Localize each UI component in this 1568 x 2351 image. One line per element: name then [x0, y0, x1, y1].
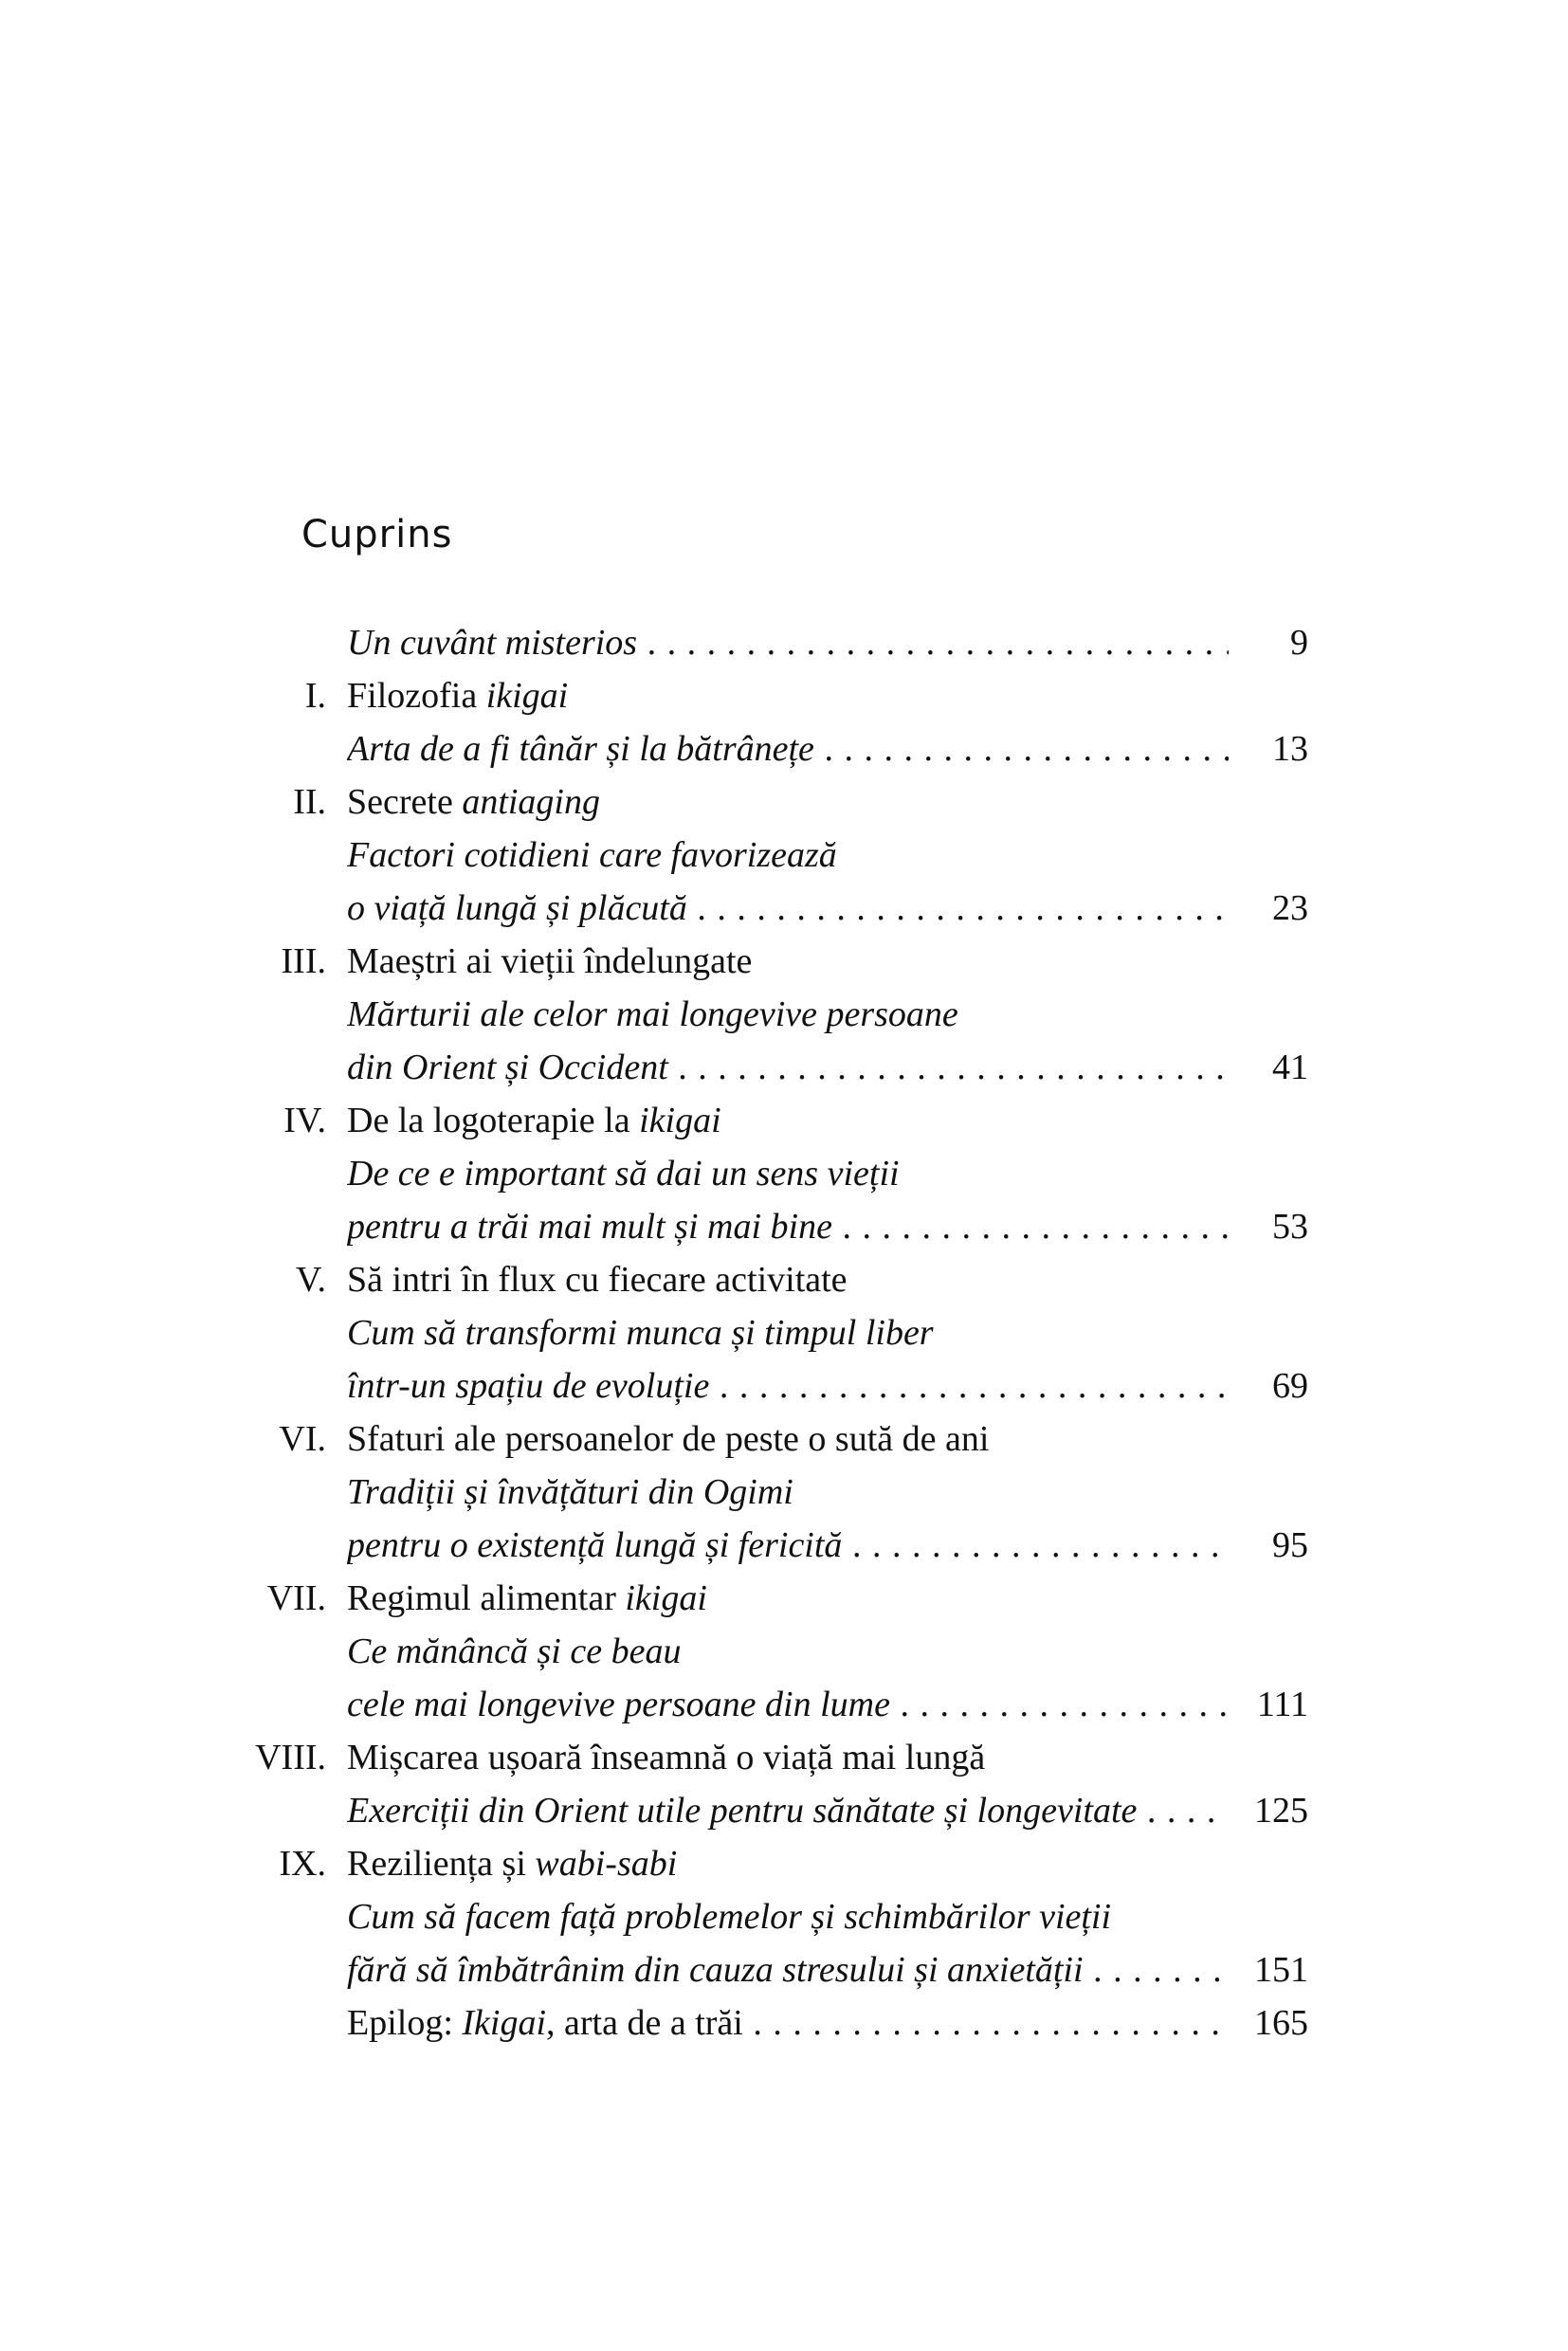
entry-title-text: , arta de a trăi — [546, 2003, 743, 2043]
toc-entry — [0, 1094, 1568, 1147]
entry-title — [347, 1678, 1229, 1731]
entry-title — [347, 1041, 1229, 1094]
entry-title — [347, 616, 1229, 669]
entry-title — [347, 669, 1229, 722]
toc-entry — [0, 1519, 1568, 1572]
entry-title-emphasis: fără să îmbătrânim din cauza stresului și anxietății — [347, 1950, 1084, 1990]
entry-title-emphasis: Un cuvânt misterios — [347, 623, 638, 663]
entry-title-emphasis: Exerciții din Orient utile pentru sănătate și longevitate — [347, 1791, 1138, 1831]
entry-title-emphasis: De ce e important să dai un sens vieții — [347, 1154, 900, 1194]
entry-title-emphasis: Cum să facem față problemelor și schimbărilor vieții — [347, 1897, 1112, 1937]
entry-title-emphasis: ikigai — [639, 1101, 721, 1140]
toc-entry — [0, 988, 1568, 1041]
entry-title-emphasis: Ikigai — [462, 2003, 547, 2043]
entry-title-emphasis: Tradiții și învățături din Ogimi — [347, 1472, 793, 1512]
entry-title — [347, 829, 1229, 882]
toc-entry — [0, 1147, 1568, 1200]
entry-title-emphasis: Ce mănâncă și ce beau — [347, 1631, 682, 1671]
entry-title-text: Secrete — [347, 782, 463, 822]
entry-title-text: Filozofia — [347, 676, 486, 716]
toc-entry — [0, 882, 1568, 935]
entry-title — [347, 1147, 1229, 1200]
entry-title — [347, 1996, 1229, 2050]
entry-title — [347, 1943, 1229, 1996]
entry-title — [347, 722, 1229, 775]
toc-entry — [0, 1996, 1568, 2050]
entry-title-emphasis: Arta de a fi tânăr și la bătrânețe — [347, 729, 814, 769]
entry-title — [347, 1784, 1229, 1837]
chapter-number: VI. — [279, 1419, 326, 1459]
page-number: 41 — [1232, 1041, 1308, 1094]
entry-title — [347, 1253, 1229, 1306]
entry-title — [347, 1306, 1229, 1359]
toc-entry — [0, 722, 1568, 775]
toc-entry — [0, 1837, 1568, 1890]
toc-entry — [0, 1359, 1568, 1412]
entry-title — [347, 1200, 1229, 1253]
entry-title — [347, 1625, 1229, 1678]
page-number: 13 — [1232, 722, 1308, 775]
toc-entry — [0, 1466, 1568, 1519]
entry-title — [347, 882, 1229, 935]
chapter-number: I. — [304, 676, 326, 716]
entry-title — [347, 1412, 1229, 1466]
entry-title-text: Sfaturi ale persoanelor de peste o sută de ani — [347, 1419, 990, 1459]
entry-title-emphasis: antiaging — [462, 782, 600, 822]
page-number: 95 — [1232, 1519, 1308, 1572]
entry-title-text: Să intri în flux cu fiecare activitate — [347, 1260, 848, 1300]
toc-entry — [0, 1572, 1568, 1625]
chapter-number: II. — [293, 782, 326, 822]
toc-entry — [0, 935, 1568, 988]
chapter-number: V. — [295, 1260, 326, 1300]
toc-entry — [0, 1784, 1568, 1837]
chapter-number: IV. — [283, 1101, 326, 1140]
toc-entry — [0, 1412, 1568, 1466]
entry-title-emphasis: Cum să transformi munca și timpul liber — [347, 1313, 934, 1353]
entry-title-text: Regimul alimentar — [347, 1578, 626, 1618]
entry-title-text: Reziliența și — [347, 1844, 536, 1884]
entry-title — [347, 1359, 1229, 1412]
entry-title-text: De la logoterapie la — [347, 1101, 640, 1140]
chapter-number: VII. — [266, 1578, 326, 1618]
entry-title-emphasis: o viață lungă și plăcută — [347, 888, 687, 928]
toc-entry — [0, 1200, 1568, 1253]
entry-title-emphasis: ikigai — [625, 1578, 707, 1618]
entry-title-emphasis: din Orient și Occident — [347, 1048, 668, 1087]
chapter-number: VIII. — [255, 1738, 326, 1777]
chapter-number: IX. — [279, 1844, 326, 1884]
entry-title-text: Mișcarea ușoară înseamnă o viață mai lungă — [347, 1738, 986, 1777]
toc-entry — [0, 1041, 1568, 1094]
entry-title-emphasis: Mărturii ale celor mai longevive persoane — [347, 994, 958, 1034]
toc-entry — [0, 669, 1568, 722]
page-number: 9 — [1232, 616, 1308, 669]
entry-title-emphasis: ikigai — [485, 676, 569, 716]
entry-title-emphasis: pentru a trăi mai mult și mai bine — [347, 1207, 832, 1247]
toc-entry — [0, 1678, 1568, 1731]
page-number: 165 — [1232, 1996, 1308, 2050]
page-number: 151 — [1232, 1943, 1308, 1996]
entry-title — [347, 775, 1229, 829]
entry-title-emphasis: cele mai longevive persoane din lume — [347, 1685, 890, 1724]
page-number: 23 — [1232, 882, 1308, 935]
toc-entry — [0, 1306, 1568, 1359]
entry-title — [347, 1731, 1229, 1784]
entry-title-text: Maeștri ai vieții îndelungate — [347, 941, 753, 981]
toc-entry — [0, 1253, 1568, 1306]
entry-title-emphasis: într-un spațiu de evoluție — [347, 1366, 710, 1406]
toc-entry — [0, 775, 1568, 829]
toc-entry — [0, 616, 1568, 669]
toc-entry — [0, 1731, 1568, 1784]
entry-title — [347, 1094, 1229, 1147]
page-number: 111 — [1232, 1678, 1308, 1731]
entry-title-emphasis: wabi-sabi — [535, 1844, 678, 1884]
toc-entry — [0, 829, 1568, 882]
entry-title — [347, 1837, 1229, 1890]
entry-title — [347, 1466, 1229, 1519]
entry-title — [347, 935, 1229, 988]
entry-title — [347, 1519, 1229, 1572]
entry-title-emphasis: pentru o existență lungă și fericită — [347, 1525, 843, 1565]
page-number: 125 — [1232, 1784, 1308, 1837]
entry-title-emphasis: Factori cotidieni care favorizează — [347, 835, 837, 875]
page-title: Cuprins — [301, 513, 453, 556]
entry-title — [347, 1572, 1229, 1625]
entry-title — [347, 988, 1229, 1041]
entry-title — [347, 1890, 1229, 1943]
entry-title-text: Epilog: — [347, 2003, 463, 2043]
toc-entry — [0, 1625, 1568, 1678]
page-number: 53 — [1232, 1200, 1308, 1253]
toc-entry — [0, 1943, 1568, 1996]
chapter-number: III. — [281, 941, 326, 981]
toc-entry — [0, 1890, 1568, 1943]
page-number: 69 — [1232, 1359, 1308, 1412]
